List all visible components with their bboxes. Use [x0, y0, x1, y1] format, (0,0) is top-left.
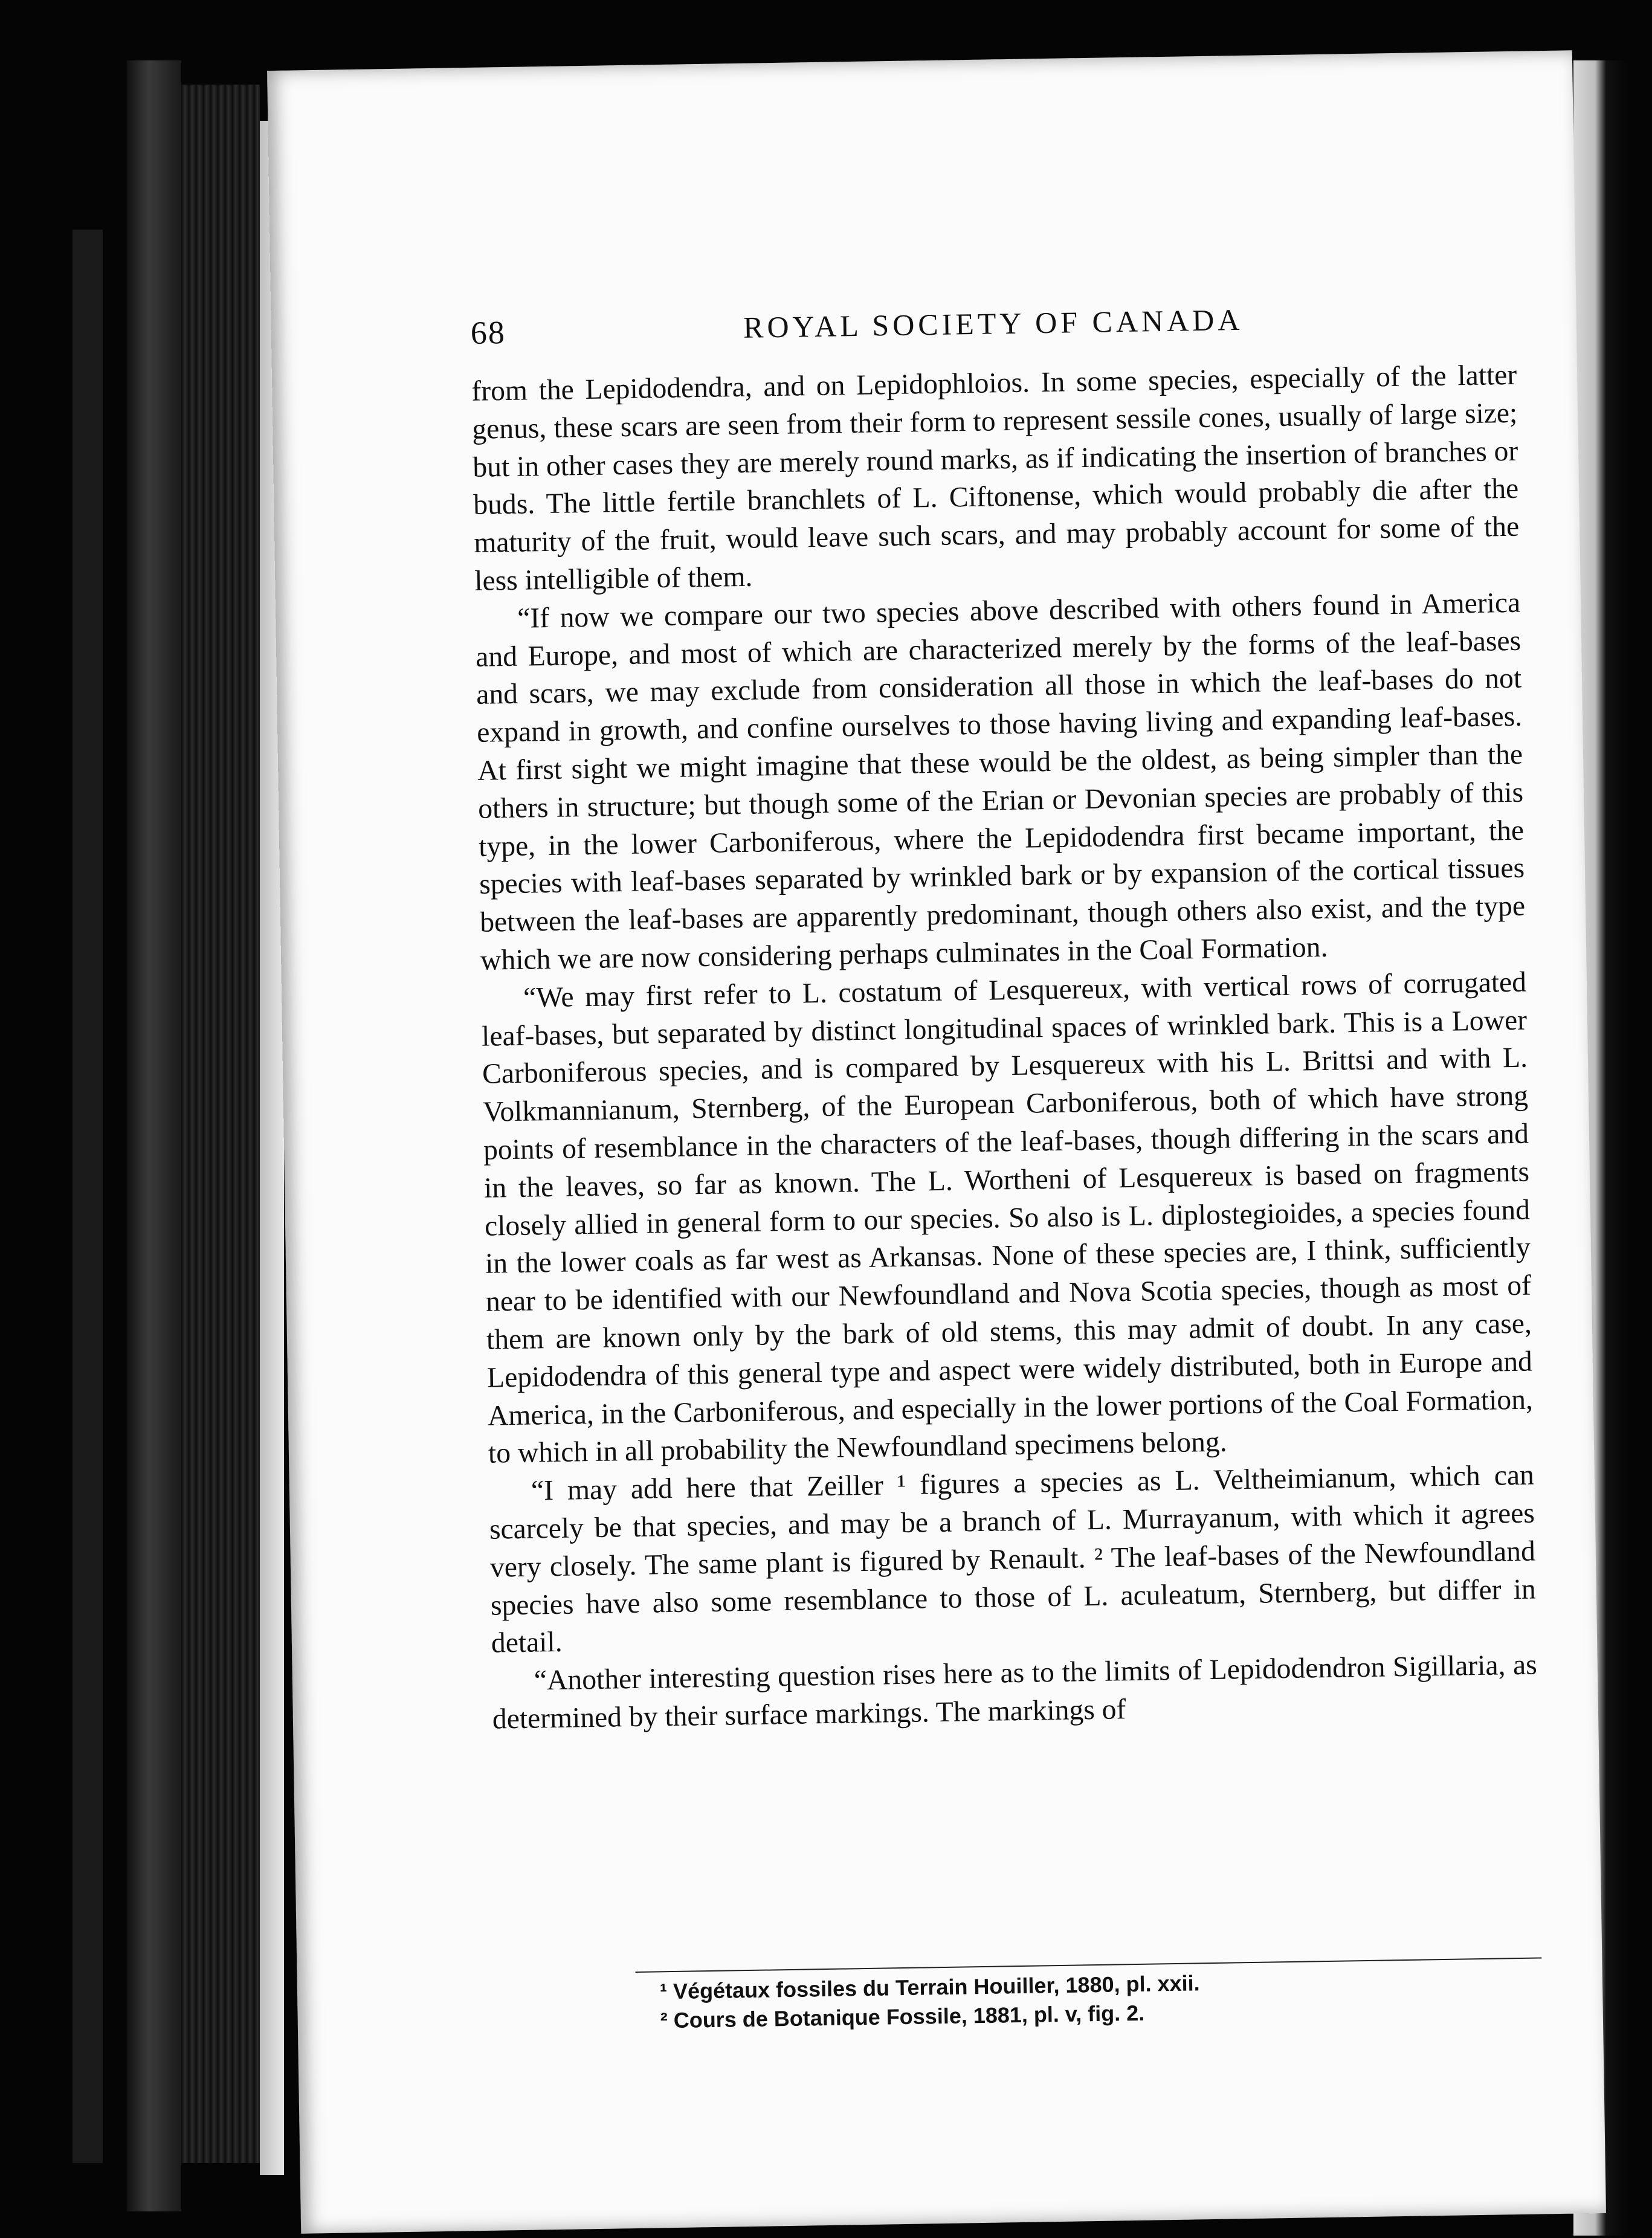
footnote: ² Cours de Botanique Fossile, 1881, pl. v, fig. 2.	[660, 2000, 1145, 2033]
page-header	[470, 298, 1516, 369]
page-edges	[181, 85, 260, 2163]
paragraph: “We may first refer to L. costatum of Lesquereux, with vertical rows of corrugated leaf-bases, but separated by distinct longitudinal spaces of wrinkled bark. This is a Lower Carboniferous species, and is compared by Lesquereux with his L. Brittsi and with L. Volkmannianum, Sternberg, of the European Carboniferous, both of which have strong points of resemblance in the characters of the leaf-bases, though differing in the scars and in the leaves, so far as known. The L. Wortheni of Lesquereux is based on fragments closely allied in general form to our species. So also is L. diplostegioides, a species found in the lower coals as far west as Arkansas. None of these species are, I think, sufficiently near to be identified with our Newfoundland and Nova Scotia species, though as most of them are known only by the bark of old stems, this may admit of doubt. In any case, Lepidodendra of this general type and aspect were widely distributed, both in Europe and America, in the Carboniferous, and especially in the lower portions of the Coal Formation, to which in all probability the Newfoundland specimens belong.	[481, 966, 1534, 1470]
paragraph: “I may add here that Zeiller ¹ figures a species as L. Veltheimianum, which can scarcely be that species, and may be a branch of L. Murrayanum, with which it agrees very closely. The same plant is figured by Renault. ² The leaf-bases of the Newfoundland species have also some resemblance to those of L. aculeatum, Sternberg, but differ in detail.	[489, 1459, 1537, 1659]
book-binding	[127, 60, 181, 2211]
page-number: 68	[470, 314, 506, 351]
book-edge-strip	[73, 230, 103, 2163]
paragraph: “Another interesting question rises here as to the limits of Lepidodendron Sigillaria, as determined by their surface markings. The markings of	[492, 1649, 1538, 1735]
running-head: ROYAL SOCIETY OF CANADA	[743, 302, 1244, 344]
book-page	[267, 50, 1606, 2233]
body-text	[471, 356, 1538, 1739]
footnote: ¹ Végétaux fossiles du Terrain Houiller, 1880, pl. xxii.	[659, 1970, 1200, 2004]
paragraph: “If now we compare our two species above described with others found in America and Europe, and most of which are characterized merely by the forms of the leaf-bases and scars, we may exclude from consideration all those in which the leaf-bases do not expand in growth, and confine ourselves to those having living and expanding leaf-bases. At first sight we might imagine that these would be the oldest, as being simpler than the others in structure; but though some of the Erian or Devonian species are probably of this type, in the lower Carboniferous, where the Lepidodendra first became important, the species with leaf-bases separated by wrinkled bark or by expansion of the cortical tissues between the leaf-bases are apparently predominant, though others also exist, and the type which we are now considering perhaps culminates in the Coal Formation.	[475, 587, 1526, 976]
paragraph: from the Lepidodendra, and on Lepidophloios. In some species, especially of the latter genus, these scars are seen from their form to represent sessile cones, usually of large size; but in other cases they are merely round marks, as if indicating the insertion of branches or buds. The little fertile branchlets of L. Ciftonense, which would probably die after the maturity of the fruit, would leave such scars, and may probably account for some of the less intelligible of them.	[471, 359, 1520, 597]
footnotes	[660, 1963, 1543, 2035]
